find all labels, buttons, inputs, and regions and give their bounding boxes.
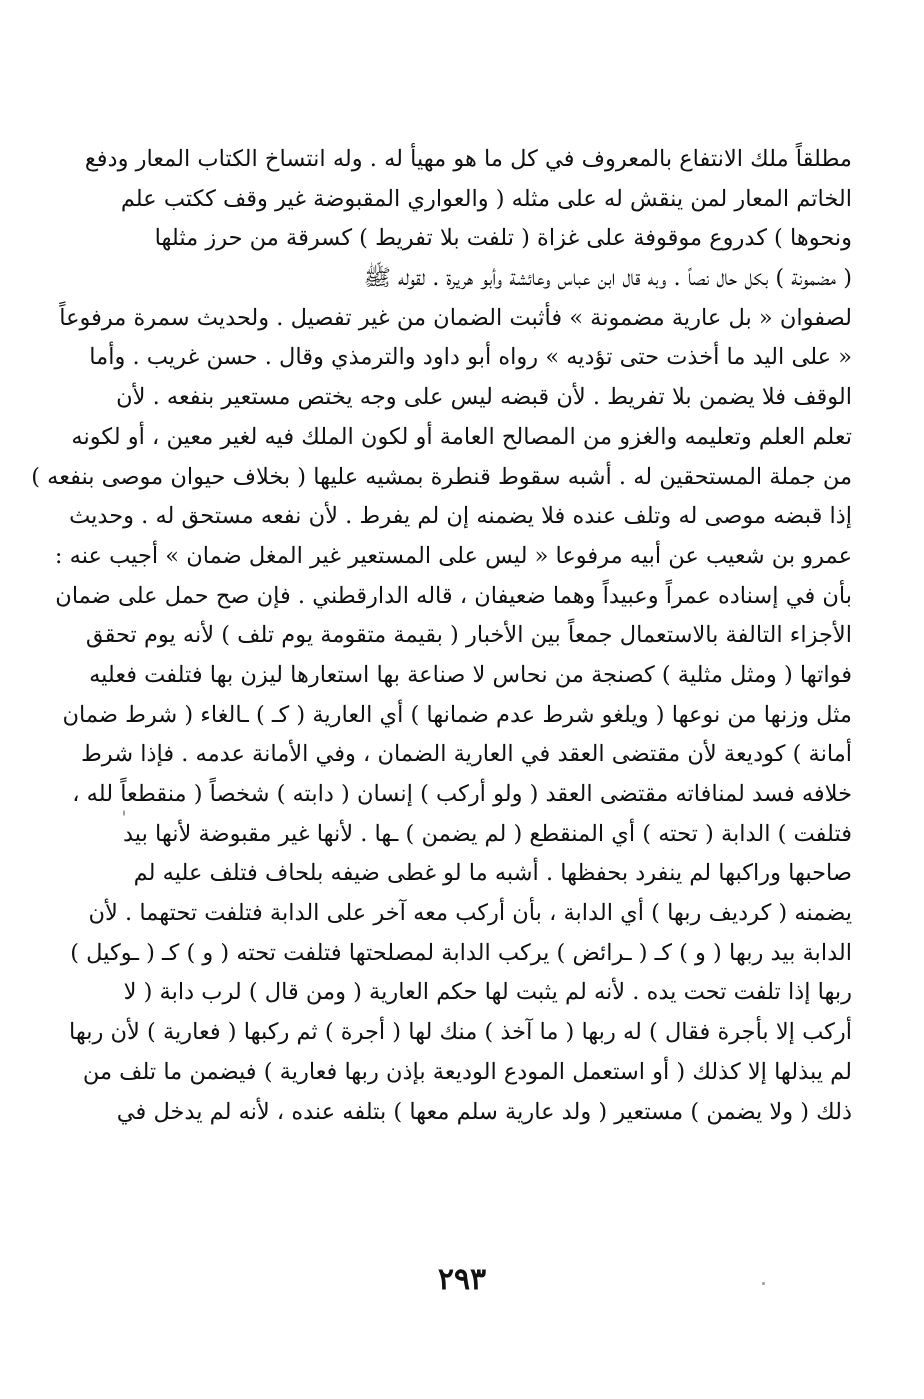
text-line: لم يبذلها إلا كذلك ( أو استعمل المودع الوديعة بإذن ربها فعارية ) فيضمن ما تلف من xyxy=(82,1058,852,1085)
text-line: فتلفت ) الدابة ( تحته ) أي المنقطع ( لم يضمن ) ـها . لأنها غير مقبوضة لأنها بيد xyxy=(122,820,852,847)
page-number: ٢٩٣ xyxy=(437,1262,487,1297)
text-line: بأن في إسناده عمراً وعبيداً وهما ضعيفان ، قاله الدارقطني . فإن صح حمل على ضمان xyxy=(55,582,852,609)
text-line: صاحبها وراكبها لم ينفرد بحفظها . أشبه ما لو غطى ضيفه بلحاف فتلف عليه لم xyxy=(133,860,852,887)
text-line: خلافه فسد لمنافاته مقتضى العقد ( ولو أركب ) إنسان ( دابته ) شخصاً ( منقطعاً لله ، xyxy=(72,781,852,807)
scan-speck xyxy=(762,1282,765,1285)
text-line: ( مضمونة ) بكل حال نصاً . وبه قال ابن عباس وعائشة وأبو هريرة . لقوله ﷺ xyxy=(363,265,852,292)
text-line: الدابة بيد ربها ( و ) كـ ( ـرائض ) يركب الدابة لمصلحتها فتلفت تحته ( و ) كـ ( ـوكيل ) xyxy=(70,939,852,966)
text-line: أركب إلا بأجرة فقال ) له ربها ( ما آخذ ) منك لها ( أجرة ) ثم ركبها ( فعارية ) لأن ربها xyxy=(69,1019,852,1046)
text-line: ذلك ( ولا يضمن ) مستعير ( ولد عارية سلم معها ) بتلفه عنده ، لأنه لم يدخل في xyxy=(116,1098,852,1125)
text-line: الخاتم المعار لمن ينقش له على مثله ( والعواري المقبوضة غير وقف ككتب علم xyxy=(120,185,852,212)
text-line: إذا قبضه موصى له وتلف عنده فلا يضمنه إن لم يفرط . لأن نفعه مستحق له . وحديث xyxy=(69,503,852,530)
text-line: من جملة المستحقين له . أشبه سقوط قنطرة بمشيه عليها ( بخلاف حيوان موصى بنفعه ) xyxy=(31,463,852,490)
text-line: الوقف فلا يضمن بلا تفريط . لأن قبضه ليس على وجه يختص مستعير بنفعه . لأن xyxy=(116,384,852,411)
text-line: تعلم العلم وتعليمه والغزو من المصالح العامة أو لكون الملك فيه لغير معين ، أو لكونه xyxy=(71,423,852,450)
text-line: لصفوان « بل عارية مضمونة » فأثبت الضمان من غير تفصيل . ولحديث سمرة مرفوعاً xyxy=(59,304,852,331)
text-line: مطلقاً ملك الانتفاع بالمعروف في كل ما هو مهيأ له . وله انتساخ الكتاب المعار ودفع xyxy=(84,146,852,172)
text-line: يضمنه ( كرديف ربها ) أي الدابة ، بأن أركب معه آخر على الدابة فتلفت تحتهما . لأن xyxy=(88,900,852,927)
text-line: ونحوها ) كدروع موقوفة على غزاة ( تلفت بلا تفريط ) كسرقة من حرز مثلها xyxy=(154,225,852,252)
text-line: أمانة ) كوديعة لأن مقتضى العقد في العارية الضمان ، وفي الأمانة عدمه . فإذا شرط xyxy=(80,741,852,768)
text-line: فواتها ( ومثل مثلية ) كصنجة من نحاس لا صناعة بها استعارها ليزن بها فتلفت فعليه xyxy=(89,661,852,688)
text-line: ربها إذا تلفت تحت يده . لأنه لم يثبت لها حكم العارية ( ومن قال ) لرب دابة ( لا xyxy=(123,979,852,1006)
text-line: عمرو بن شعيب عن أبيه مرفوعا « ليس على المستعير غير المغل ضمان » أجيب عنه : xyxy=(54,542,852,569)
text-line: مثل وزنها من نوعها ( ويلغو شرط عدم ضمانها ) أي العارية ( كـ ) ـالغاء ( شرط ضمان xyxy=(62,701,852,728)
body-text xyxy=(31,140,852,1132)
text-line: الأجزاء التالفة بالاستعمال جمعاً بين الأخبار ( بقيمة متقومة يوم تلف ) لأنه يوم تحقق xyxy=(85,622,852,649)
scan-speck xyxy=(123,810,125,816)
text-line: « على اليد ما أخذت حتى تؤديه » رواه أبو داود والترمذي وقال . حسن غريب . وأما xyxy=(89,344,852,371)
